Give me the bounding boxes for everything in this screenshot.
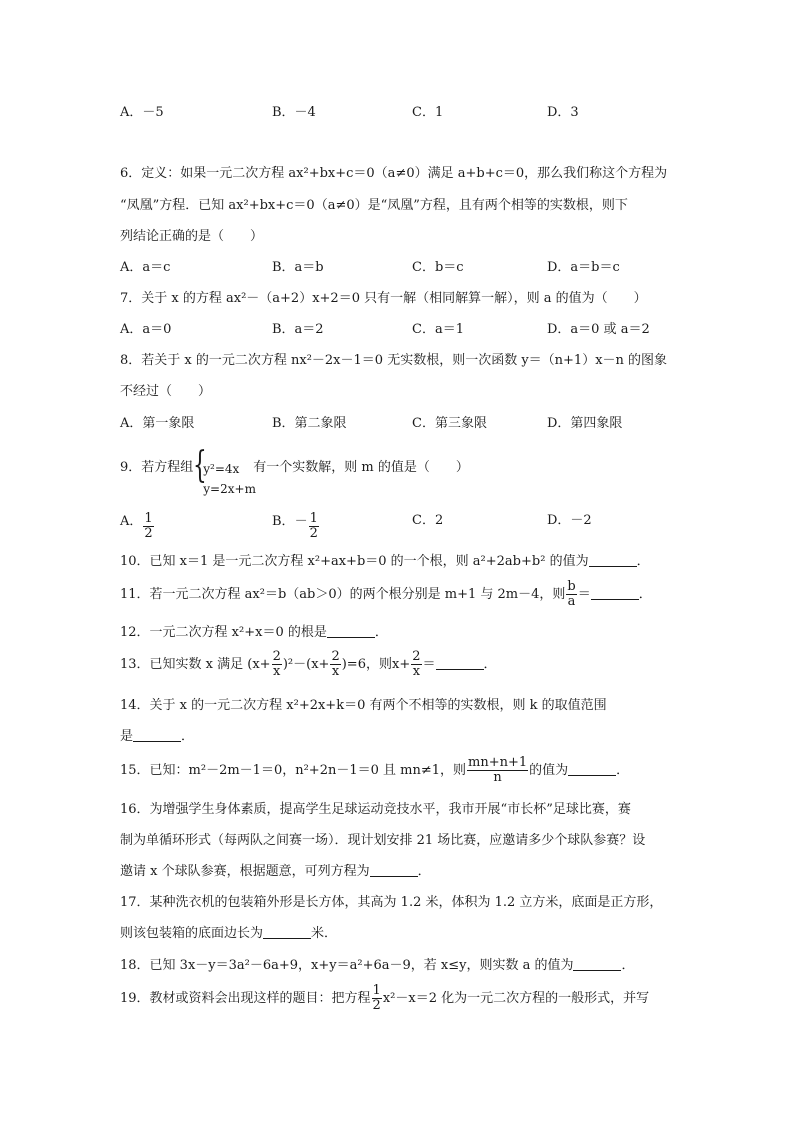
q13-expr-a: (x+ bbox=[247, 657, 271, 672]
q6-option-d: D．a＝b＝c bbox=[547, 260, 620, 275]
q9-option-b-label: B． bbox=[272, 514, 295, 529]
q5-options bbox=[120, 104, 680, 122]
q13-fraction-3 bbox=[411, 650, 421, 679]
q13-expr-d: x+ bbox=[391, 657, 411, 672]
q14-end: ． bbox=[181, 729, 195, 744]
q13-line bbox=[120, 648, 680, 682]
q13-text: 13．已知实数 x 满足 bbox=[120, 657, 244, 672]
q19-line bbox=[120, 982, 680, 1016]
q9-option-b bbox=[272, 512, 320, 541]
fraction-numerator: 1 bbox=[309, 511, 318, 526]
q5-option-c: C．1 bbox=[412, 105, 444, 120]
q9-option-a-fraction bbox=[143, 512, 153, 541]
q11-line bbox=[120, 580, 680, 610]
q12-text: 12．一元二次方程 x²+x＝0 的根是 bbox=[120, 625, 327, 640]
q13-equals: ＝ bbox=[422, 657, 436, 672]
q8-option-d: D．第四象限 bbox=[547, 416, 623, 431]
answer-blank[interactable] bbox=[568, 762, 616, 776]
q9-line1 bbox=[120, 444, 680, 496]
q19-suffix: x²－x＝2 化为一元二次方程的一般形式，并写 bbox=[382, 991, 650, 1006]
q10-text: 10．已知 x＝1 是一元二次方程 x²+ax+b＝0 的一个根，则 a²+2ab+b² 的值为 bbox=[120, 554, 589, 569]
q16-line3 bbox=[120, 863, 680, 881]
q17-line1: 17．某种洗衣机的包装箱外形是长方体，其高为 1.2 米，体积为 1.2 立方米，底面是正方形， bbox=[120, 895, 663, 910]
q6-option-a: A．a＝c bbox=[120, 260, 171, 275]
q7-option-d: D．a＝0 或 a＝2 bbox=[547, 322, 650, 337]
q17-line2-text: 则该包装箱的底面边长为 bbox=[120, 926, 264, 941]
q7-option-a: A．a＝0 bbox=[120, 322, 172, 337]
q16-line1: 16．为增强学生身体素质，提高学生足球运动竞技水平，我市开展“市长杯”足球比赛，赛 bbox=[120, 802, 631, 817]
answer-blank[interactable] bbox=[327, 624, 375, 638]
q8-option-b: B．第二象限 bbox=[272, 416, 347, 431]
q15-fraction bbox=[467, 756, 528, 785]
q14-line2-text: 是 bbox=[120, 729, 134, 744]
q6-line3: 列结论正确的是（ ） bbox=[120, 229, 264, 244]
q5-option-b: B．－4 bbox=[272, 105, 316, 120]
fraction-denominator: x bbox=[331, 664, 340, 679]
q9-prefix: 9．若方程组 bbox=[120, 460, 194, 475]
q9-equation-system bbox=[193, 444, 256, 496]
q18-line bbox=[120, 957, 680, 975]
q9-option-a-label: A． bbox=[120, 514, 143, 529]
q9-eq2: y=2x+m bbox=[203, 481, 256, 496]
left-brace-icon: { bbox=[193, 444, 208, 486]
q9-options bbox=[120, 508, 680, 542]
q7-line1: 7．关于 x 的方程 ax²－（a+2）x+2＝0 只有一解（相同解算一解），则 a 的值为（ ） bbox=[120, 291, 647, 306]
fraction-numerator: mn+n+1 bbox=[468, 755, 528, 770]
q15-suffix: 的值为 bbox=[529, 763, 569, 778]
q5-option-d: D．3 bbox=[547, 105, 579, 120]
q8-option-c: C．第三象限 bbox=[412, 416, 487, 431]
q15-line bbox=[120, 755, 680, 787]
q9-option-b-fraction bbox=[309, 512, 319, 541]
q18-text: 18．已知 3x－y＝3a²－6a+9，x+y＝a²+6a－9，若 x≤y，则实数 a 的值为 bbox=[120, 958, 574, 973]
fraction-denominator: n bbox=[493, 770, 502, 785]
q19-fraction bbox=[372, 984, 382, 1013]
fraction-numerator: 1 bbox=[144, 511, 153, 526]
q16-line2: 制为单循环形式（每两队之间赛一场）．现计划安排 21 场比赛，应邀请多少个球队参赛？设 bbox=[120, 833, 646, 848]
answer-blank[interactable] bbox=[436, 656, 484, 670]
q8-line2: 不经过（ ） bbox=[120, 384, 212, 399]
fraction-denominator: a bbox=[567, 594, 576, 609]
q16-line3-text: 邀请 x 个球队参赛，根据题意，可列方程为 bbox=[120, 864, 370, 879]
q11-end: ． bbox=[638, 587, 652, 602]
q9-option-d: D．－2 bbox=[547, 513, 592, 528]
q6-line1: 6．定义：如果一元二次方程 ax²+bx+c＝0（a≠0）满足 a+b+c＝0，那么我们称这个方程为 bbox=[120, 166, 668, 181]
answer-blank[interactable] bbox=[589, 553, 637, 567]
q9-suffix: 有一个实数解，则 m 的值是（ ） bbox=[253, 460, 469, 475]
q8-options bbox=[120, 415, 680, 433]
q10-end: ． bbox=[636, 554, 650, 569]
q15-end: ． bbox=[616, 763, 630, 778]
q8-option-a: A．第一象限 bbox=[120, 416, 195, 431]
q14-line1: 14．关于 x 的一元二次方程 x²+2x+k＝0 有两个不相等的实数根，则 k 的取值范围 bbox=[120, 698, 607, 713]
q6-option-b: B．a＝b bbox=[272, 260, 324, 275]
q9-eq1: y²=4x bbox=[203, 461, 240, 476]
q18-end: ． bbox=[621, 958, 635, 973]
q9-option-b-sign: － bbox=[294, 514, 308, 529]
fraction-denominator: x bbox=[412, 664, 421, 679]
q13-fraction-2 bbox=[330, 650, 340, 679]
q7-option-b: B．a＝2 bbox=[272, 322, 324, 337]
q6-options bbox=[120, 259, 680, 277]
q13-expr-b: )²－(x+ bbox=[282, 657, 330, 672]
fraction-denominator: x bbox=[273, 664, 281, 679]
q6-option-c: C．b＝c bbox=[412, 260, 464, 275]
fraction-numerator: 2 bbox=[272, 649, 281, 664]
q12-end: ． bbox=[374, 625, 388, 640]
q6-line2: “凤凰”方程．已知 ax²+bx+c＝0（a≠0）是“凤凰”方程，且有两个相等的实数根，则下 bbox=[120, 198, 628, 213]
fraction-denominator: 2 bbox=[144, 526, 153, 541]
q9-option-a bbox=[120, 512, 155, 541]
fraction-numerator: 2 bbox=[412, 649, 421, 664]
fraction-numerator: 2 bbox=[331, 649, 340, 664]
answer-blank[interactable] bbox=[591, 586, 639, 600]
fraction-denominator: 2 bbox=[372, 998, 381, 1013]
fraction-numerator: b bbox=[567, 579, 576, 594]
q11-text: 11．若一元二次方程 ax²＝b（ab＞0）的两个根分别是 m+1 与 2m－4，则 bbox=[120, 587, 566, 602]
q15-text: 15．已知：m²－2m－1＝0，n²+2n－1＝0 且 mn≠1，则 bbox=[120, 763, 467, 778]
q13-expr-c: )=6，则 bbox=[341, 657, 392, 672]
q16-end: ． bbox=[417, 864, 431, 879]
q7-option-c: C．a＝1 bbox=[412, 322, 464, 337]
q17-end: 米． bbox=[311, 926, 338, 941]
q10-line bbox=[120, 553, 680, 571]
q12-line bbox=[120, 624, 680, 642]
q5-option-a: A．－5 bbox=[120, 105, 164, 120]
answer-blank[interactable] bbox=[133, 728, 181, 742]
q19-prefix: 19．教材或资料会出现这样的题目：把方程 bbox=[120, 991, 371, 1006]
q13-end: ． bbox=[483, 657, 497, 672]
fraction-denominator: 2 bbox=[309, 526, 318, 541]
q17-line2 bbox=[120, 925, 680, 943]
q11-fraction bbox=[566, 580, 576, 609]
q7-options bbox=[120, 321, 680, 339]
fraction-numerator: 1 bbox=[372, 983, 381, 998]
q14-line2 bbox=[120, 728, 680, 746]
q8-line1: 8．若关于 x 的一元二次方程 nx²－2x－1＝0 无实数根，则一次函数 y＝（n+1）x－n 的图象 bbox=[120, 353, 668, 368]
q11-equals: ＝ bbox=[577, 587, 591, 602]
answer-blank[interactable] bbox=[263, 925, 311, 939]
answer-blank[interactable] bbox=[573, 957, 621, 971]
q9-option-c: C．2 bbox=[412, 513, 444, 528]
q13-fraction-1 bbox=[272, 650, 282, 679]
answer-blank[interactable] bbox=[370, 863, 418, 877]
